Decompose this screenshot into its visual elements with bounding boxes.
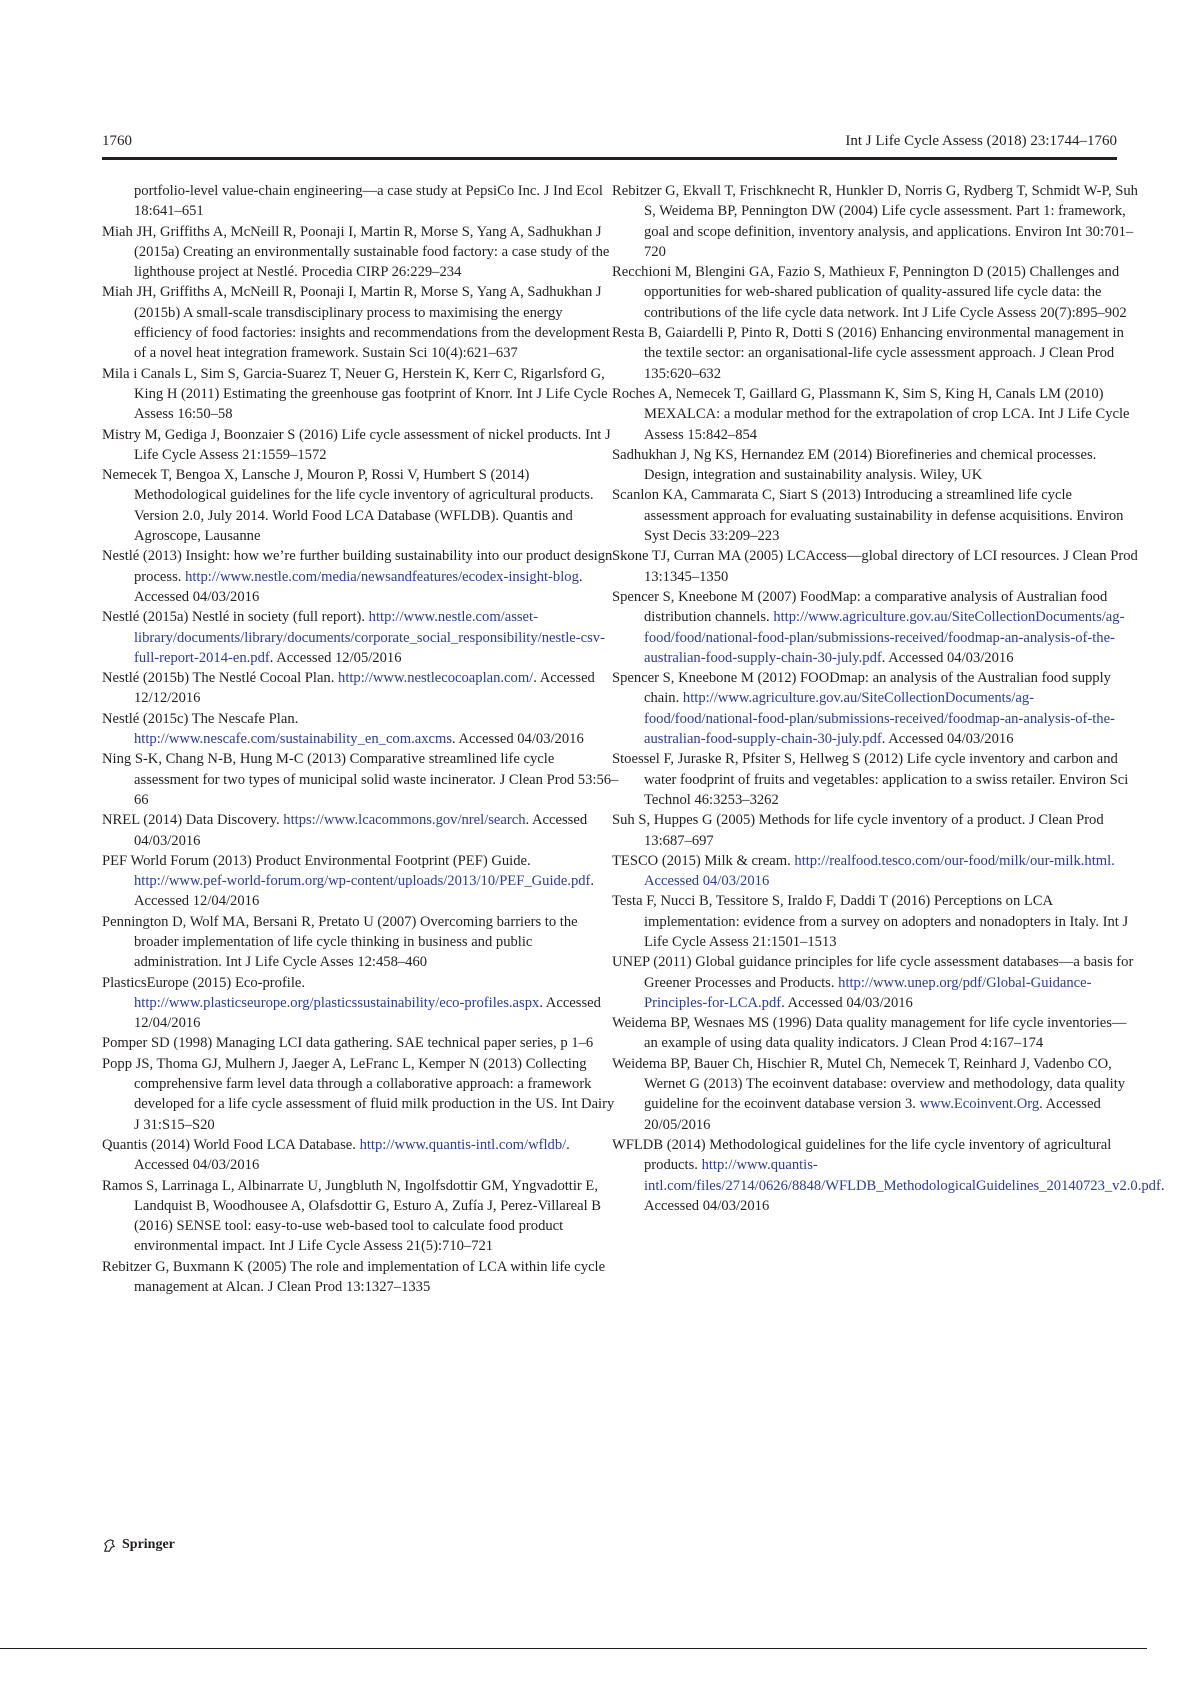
reference-link[interactable]: http://www.pef-world-forum.org/wp-content/uploads/2013/10/PEF_Guide.pdf [134, 873, 591, 890]
reference-accessed: . Accessed 04/03/2016 [134, 812, 588, 849]
reference-entry [102, 181, 622, 222]
reference-text: Weidema BP, Wesnaes MS (1996) Data quality management for life cycle inventories—an example of using data quality indicators. J Clean Prod 4:167–174 [612, 1015, 1127, 1052]
publisher-name: Springer [122, 1537, 175, 1552]
reference-text: PEF World Forum (2013) Product Environmental Footprint (PEF) Guide. [102, 852, 531, 869]
reference-entry [102, 425, 622, 466]
reference-entry [612, 1054, 1140, 1135]
reference-accessed: . Accessed 04/03/2016 [452, 731, 584, 748]
reference-text: Suh S, Huppes G (2005) Methods for life cycle inventory of a product. J Clean Prod 13:687–697 [612, 812, 1104, 849]
reference-text: Spencer S, Kneebone M (2012) FOODmap: an analysis of the Australian food supply chain. [612, 670, 1111, 707]
reference-text: TESCO (2015) Milk & cream. [612, 852, 791, 869]
reference-entry [102, 668, 622, 709]
reference-text: Rebitzer G, Buxmann K (2005) The role and implementation of LCA within life cycle management at Alcan. J Clean Prod 13:1327–1335 [102, 1258, 606, 1296]
reference-entry [612, 668, 1140, 749]
reference-accessed: . Accessed 12/12/2016 [134, 670, 595, 707]
reference-link[interactable]: www.Ecoinvent.Org [919, 1096, 1040, 1113]
reference-link[interactable]: https://www.lcacommons.gov/nrel/search [283, 812, 526, 829]
reference-entry [612, 181, 1140, 262]
reference-entry [612, 1013, 1140, 1054]
reference-text: Scanlon KA, Cammarata C, Siart S (2013) Introducing a streamlined life cycle assessment approach for evaluating sustainability in defense acquisitions. Environ Syst Decis 33:209–223 [612, 487, 1124, 545]
reference-text: Pomper SD (1998) Managing LCI data gathering. SAE technical paper series, p 1–6 [102, 1035, 594, 1052]
reference-link[interactable]: http://www.nestlecocoaplan.com/ [338, 670, 534, 687]
reference-accessed: . Accessed 04/03/2016 [134, 1136, 570, 1174]
reference-entry [612, 323, 1140, 384]
reference-link[interactable]: http://www.quantis-intl.com/wfldb/ [359, 1136, 567, 1153]
reference-text: Miah JH, Griffiths A, McNeill R, Poonaji I, Martin R, Morse S, Yang A, Sadhukhan J (2015a) Creating an environmentally sustainable food factory: a case study of the lighthouse project at Nestlé. Procedia CIRP 26:229–234 [102, 223, 610, 281]
reference-text: Stoessel F, Juraske R, Pfsiter S, Hellweg S (2012) Life cycle inventory and carbon and water foodprint of fruits and vegetables: application to a swiss retailer. Environ Sci Technol 46:3253–3262 [612, 751, 1129, 808]
reference-entry [102, 912, 622, 973]
reference-accessed: . Accessed 04/03/2016 [134, 568, 583, 605]
reference-entry [102, 1054, 622, 1135]
reference-entry [612, 384, 1140, 445]
header-rule [102, 157, 1117, 160]
reference-accessed: . Accessed 12/04/2016 [134, 873, 595, 910]
reference-entry [612, 952, 1140, 1013]
reference-entry [102, 749, 622, 810]
reference-entry [102, 973, 622, 1034]
reference-link[interactable]: http://realfood.tesco.com/our-food/milk/our-milk.html. Accessed 04/03/2016 [644, 852, 1115, 890]
reference-text: Rebitzer G, Ekvall T, Frischknecht R, Hunkler D, Norris G, Rydberg T, Schmidt W-P, Suh S, Weidema BP, Pennington DW (2004) Life cycle assessment. Part 1: framework, goal and scope definition, inventory analysis, and applications. Environ Int 30:701–720 [612, 183, 1138, 260]
left-reference-column [102, 181, 622, 1297]
reference-text: Nestlé (2015a) Nestlé in society (full report). [102, 609, 366, 626]
reference-text: PlasticsEurope (2015) Eco-profile. [102, 974, 306, 991]
reference-link[interactable]: http://www.quantis-intl.com/files/2714/0626/8848/WFLDB_MethodologicalGuidelines_20140723_v2.0.pdf [644, 1157, 1161, 1194]
reference-entry [102, 465, 622, 546]
reference-entry [102, 282, 622, 363]
reference-text: NREL (2014) Data Discovery. [102, 812, 280, 829]
reference-accessed: . Accessed 12/05/2016 [269, 649, 402, 666]
reference-entry [102, 546, 622, 607]
reference-entry [102, 1135, 622, 1176]
reference-entry [612, 262, 1140, 323]
reference-text: Sadhukhan J, Ng KS, Hernandez EM (2014) Biorefineries and chemical processes. Design, integration and sustainability analysis. Wiley, UK [612, 446, 1097, 484]
reference-text: Nestlé (2015c) The Nescafe Plan. [102, 710, 299, 727]
reference-text: Skone TJ, Curran MA (2005) LCAccess—global directory of LCI resources. J Clean Prod 13:1345–1350 [612, 548, 1138, 585]
reference-link[interactable]: http://www.agriculture.gov.au/SiteCollectionDocuments/ag-food/food/national-food-plan/submissions-received/foodmap-an-analysis-of-the-australian-food-supply-chain-30-july.pdf [644, 690, 1115, 748]
reference-accessed: . Accessed 04/03/2016 [781, 994, 913, 1011]
reference-entry [612, 445, 1140, 486]
reference-link[interactable]: http://www.nestle.com/media/newsandfeatures/ecodex-insight-blog [185, 568, 579, 585]
reference-text: Mila i Canals L, Sim S, Garcia-Suarez T, Neuer G, Herstein K, Kerr C, Rigarlsford G, King H (2011) Estimating the greenhouse gas footprint of Knorr. Int J Life Cycle Assess 16:50–58 [102, 365, 608, 423]
reference-text: Miah JH, Griffiths A, McNeill R, Poonaji I, Martin R, Morse S, Yang A, Sadhukhan J (2015b) A small-scale transdisciplinary process to maximising the energy efficiency of food factories: insights and recommendations from the development of a novel heat integration framework. Sustain Sci 10(4):621–637 [102, 284, 610, 362]
reference-entry [612, 546, 1140, 587]
reference-entry [102, 851, 622, 912]
reference-entry [102, 607, 622, 668]
right-reference-column [612, 181, 1165, 1216]
reference-text: Spencer S, Kneebone M (2007) FoodMap: a comparative analysis of Australian food distribution channels. [612, 588, 1108, 626]
reference-link[interactable]: http://www.nescafe.com/sustainability_en_com.axcms [134, 731, 453, 748]
reference-entry [102, 364, 622, 425]
reference-entry [102, 1176, 622, 1257]
reference-link[interactable]: http://www.agriculture.gov.au/SiteCollectionDocuments/ag-food/food/national-food-plan/submissions-received/foodmap-an-analysis-of-the-australian-food-supply-chain-30-july.pdf [644, 609, 1125, 666]
reference-accessed: . Accessed 04/03/2016 [881, 649, 1014, 666]
reference-text: Ning S-K, Chang N-B, Hung M-C (2013) Comparative streamlined life cycle assessment for two types of municipal solid waste incinerator. J Clean Prod 53:56–66 [102, 751, 619, 808]
reference-text: Roches A, Nemecek T, Gaillard G, Plassmann K, Sim S, King H, Canals LM (2010) MEXALCA: a modular method for the extrapolation of crop LCA. Int J Life Cycle Assess 15:842–854 [612, 385, 1130, 443]
reference-entry [102, 1033, 622, 1053]
reference-text: Resta B, Gaiardelli P, Pinto R, Dotti S (2016) Enhancing environmental management in the textile sector: an organisational-life cycle assessment approach. J Clean Prod 135:620–632 [612, 325, 1124, 382]
reference-text: portfolio-level value-chain engineering—a case study at PepsiCo Inc. J Ind Ecol 18:641–651 [134, 183, 603, 220]
reference-accessed: . Accessed 04/03/2016 [881, 731, 1014, 748]
reference-entry [612, 851, 1140, 892]
publisher-footer [102, 1537, 175, 1553]
reference-text: Recchioni M, Blengini GA, Fazio S, Mathieux F, Pennington D (2015) Challenges and opportunities for web-shared publication of quality-assured life cycle data: the contributions of the life cycle data network. Int J Life Cycle Assess 20(7):895–902 [612, 264, 1127, 321]
running-header [102, 131, 1117, 155]
page-number: 1760 [102, 133, 132, 149]
reference-accessed: . Accessed 04/03/2016 [644, 1177, 1165, 1214]
reference-entry [612, 749, 1140, 810]
reference-text: WFLDB (2014) Methodological guidelines for the life cycle inventory of agricultural products. [612, 1136, 1112, 1174]
reference-link[interactable]: http://www.plasticseurope.org/plasticssustainability/eco-profiles.aspx [134, 994, 540, 1011]
reference-text: Ramos S, Larrinaga L, Albinarrate U, Jungbluth N, Ingolfsdottir GM, Yngvadottir E, Landquist B, Woodhousee A, Olafsdottir G, Esturo A, Zufía J, Perez-Villareal B (2016) SENSE tool: easy-to-use web-based tool to calculate food product environmental impact. Int J Life Cycle Assess 21(5):710–721 [102, 1177, 602, 1255]
reference-text: Nestlé (2013) Insight: how we’re further building sustainability into our product design process. [102, 548, 613, 585]
reference-link[interactable]: http://www.unep.org/pdf/Global-Guidance-Principles-for-LCA.pdf [644, 974, 1092, 1011]
reference-text: Popp JS, Thoma GJ, Mulhern J, Jaeger A, LeFranc L, Kemper N (2013) Collecting comprehensive farm level data through a collaborative approach: a framework developed for a life cycle assessment of fluid milk production in the US. Int Dairy J 31:S15–S20 [102, 1055, 615, 1133]
bottom-rule [0, 1648, 1147, 1649]
reference-entry [612, 1135, 1165, 1216]
reference-entry [612, 891, 1140, 952]
reference-entry [612, 810, 1140, 851]
springer-horse-icon [102, 1538, 117, 1553]
reference-text: Nemecek T, Bengoa X, Lansche J, Mouron P, Rossi V, Humbert S (2014) Methodological guidelines for the life cycle inventory of agricultural products. Version 2.0, July 2014. World Food LCA Database (WFLDB). Quantis and Agroscope, Lausanne [102, 467, 594, 545]
reference-text: Quantis (2014) World Food LCA Database. [102, 1136, 356, 1153]
reference-text: Testa F, Nucci B, Tessitore S, Iraldo F, Daddi T (2016) Perceptions on LCA implementation: evidence from a survey on adopters and nonadopters in Italy. Int J Life Cycle Assess 21:1501–1513 [612, 893, 1129, 950]
reference-entry [102, 810, 622, 851]
reference-entry [102, 222, 622, 283]
reference-entry [612, 485, 1140, 546]
journal-citation: Int J Life Cycle Assess (2018) 23:1744–1760 [845, 133, 1117, 149]
reference-entry [102, 709, 622, 750]
reference-text: Pennington D, Wolf MA, Bersani R, Pretato U (2007) Overcoming barriers to the broader implementation of life cycle thinking in business and public administration. Int J Life Cycle Asses 12:458–460 [102, 913, 578, 971]
reference-text: Nestlé (2015b) The Nestlé Cocoal Plan. [102, 670, 335, 687]
reference-entry [102, 1257, 622, 1298]
reference-text: Weidema BP, Bauer Ch, Hischier R, Mutel Ch, Nemecek T, Reinhard J, Vadenbo CO, Wernet G (2013) The ecoinvent database: overview and methodology, data quality guideline for the ecoinvent database version 3. [612, 1055, 1126, 1113]
reference-accessed: . Accessed 20/05/2016 [644, 1096, 1101, 1133]
reference-text: UNEP (2011) Global guidance principles for life cycle assessment databases—a basis for Greener Processes and Products. [612, 954, 1134, 991]
reference-text: Mistry M, Gediga J, Boonzaier S (2016) Life cycle assessment of nickel products. Int J Life Cycle Assess 21:1559–1572 [102, 426, 611, 463]
reference-accessed: . Accessed 12/04/2016 [134, 994, 601, 1032]
reference-link[interactable]: http://www.nestle.com/asset-library/documents/library/documents/corporate_social_responsibility/nestle-csv-full-report-2014-en.pdf [134, 609, 605, 666]
reference-entry [612, 587, 1140, 668]
